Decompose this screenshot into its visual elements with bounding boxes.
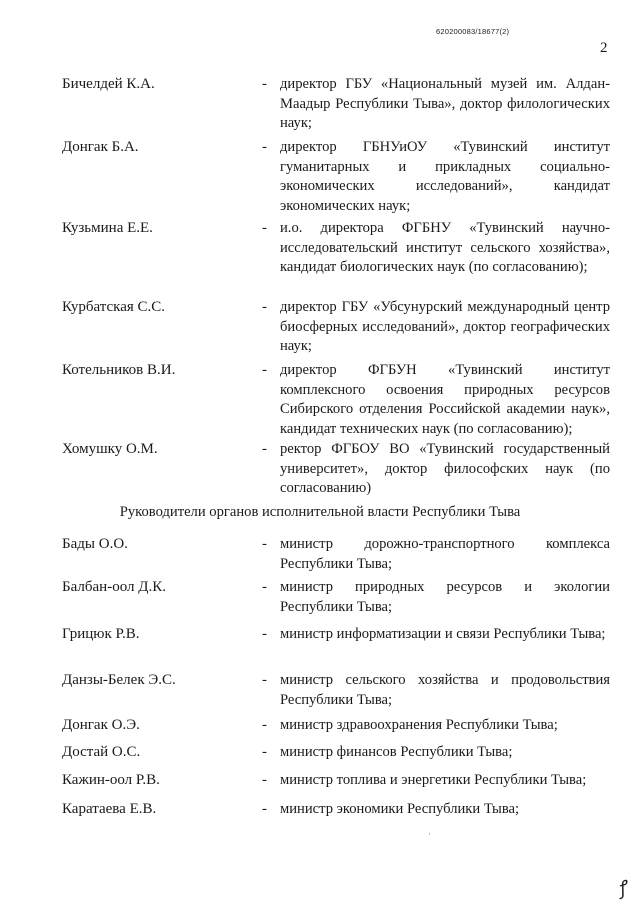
member-name: Курбатская С.С. bbox=[62, 299, 166, 315]
official-position: министр финансов Республики Тыва; bbox=[280, 744, 513, 760]
member-name: Бичелдей К.А. bbox=[62, 76, 155, 92]
official-position: министр дорожно-транспортного комплекса Республики Тыва; bbox=[280, 536, 610, 572]
member-description: директор ГБУ «Национальный музей им. Алдан-Маадыр Республики Тыва», доктор филологических наук; bbox=[280, 76, 610, 131]
dash-separator: - bbox=[262, 717, 267, 733]
member-name: Хомушку О.М. bbox=[62, 441, 158, 457]
official-name: Достай О.С. bbox=[62, 744, 141, 760]
official-name: Данзы-Белек Э.С. bbox=[62, 672, 176, 688]
member-description: и.о. директора ФГБНУ «Тувинский научно-исследовательский институт сельского хозяйства», кандидат биологических наук (по согласованию); bbox=[280, 220, 610, 275]
official-position: министр природных ресурсов и экологии Республики Тыва; bbox=[280, 579, 610, 615]
member-name: Донгак Б.А. bbox=[62, 139, 139, 155]
dash-separator: - bbox=[262, 441, 267, 457]
official-name: Грицюк Р.В. bbox=[62, 626, 140, 642]
official-position: министр здравоохранения Республики Тыва; bbox=[280, 717, 558, 733]
dash-separator: - bbox=[262, 220, 267, 236]
scan-mark: · bbox=[428, 829, 431, 839]
official-position: министр топлива и энергетики Республики Тыва; bbox=[280, 772, 587, 788]
dash-separator: - bbox=[262, 76, 267, 92]
member-description: директор ГБУ «Убсунурский международный центр биосферных исследований», доктор географических наук; bbox=[280, 299, 610, 354]
section-title: Руководители органов исполнительной власти Республики Тыва bbox=[119, 504, 521, 520]
member-name: Кузьмина Е.Е. bbox=[62, 220, 153, 236]
document-code: 620200083/18677(2) bbox=[436, 27, 510, 36]
member-description: ректор ФГБОУ ВО «Тувинский государственный университет», доктор философских наук (по согласованию) bbox=[280, 441, 610, 496]
dash-separator: - bbox=[262, 672, 267, 688]
official-name: Каратаева Е.В. bbox=[62, 801, 157, 817]
official-name: Кажин-оол Р.В. bbox=[62, 772, 160, 788]
official-name: Бады О.О. bbox=[62, 536, 128, 552]
official-name: Донгак О.Э. bbox=[62, 717, 140, 733]
handwritten-mark: ꝭ bbox=[615, 877, 629, 899]
dash-separator: - bbox=[262, 536, 267, 552]
dash-separator: - bbox=[262, 579, 267, 595]
dash-separator: - bbox=[262, 744, 267, 760]
official-name: Балбан-оол Д.К. bbox=[62, 579, 166, 595]
official-position: министр экономики Республики Тыва; bbox=[280, 801, 520, 817]
dash-separator: - bbox=[262, 772, 267, 788]
official-position: министр информатизации и связи Республики Тыва; bbox=[280, 626, 606, 642]
dash-separator: - bbox=[262, 362, 267, 378]
member-description: директор ГБНУиОУ «Тувинский институт гуманитарных и прикладных социально-экономических исследований», кандидат экономических наук; bbox=[280, 139, 610, 214]
member-description: директор ФГБУН «Тувинский институт комплексного освоения природных ресурсов Сибирского отделения Российской академии наук», кандидат технических наук (по согласованию); bbox=[280, 362, 610, 437]
dash-separator: - bbox=[262, 801, 267, 817]
dash-separator: - bbox=[262, 299, 267, 315]
dash-separator: - bbox=[262, 626, 267, 642]
official-position: министр сельского хозяйства и продовольствия Республики Тыва; bbox=[280, 672, 610, 708]
dash-separator: - bbox=[262, 139, 267, 155]
page-number: 2 bbox=[600, 40, 608, 56]
member-name: Котельников В.И. bbox=[62, 362, 176, 378]
